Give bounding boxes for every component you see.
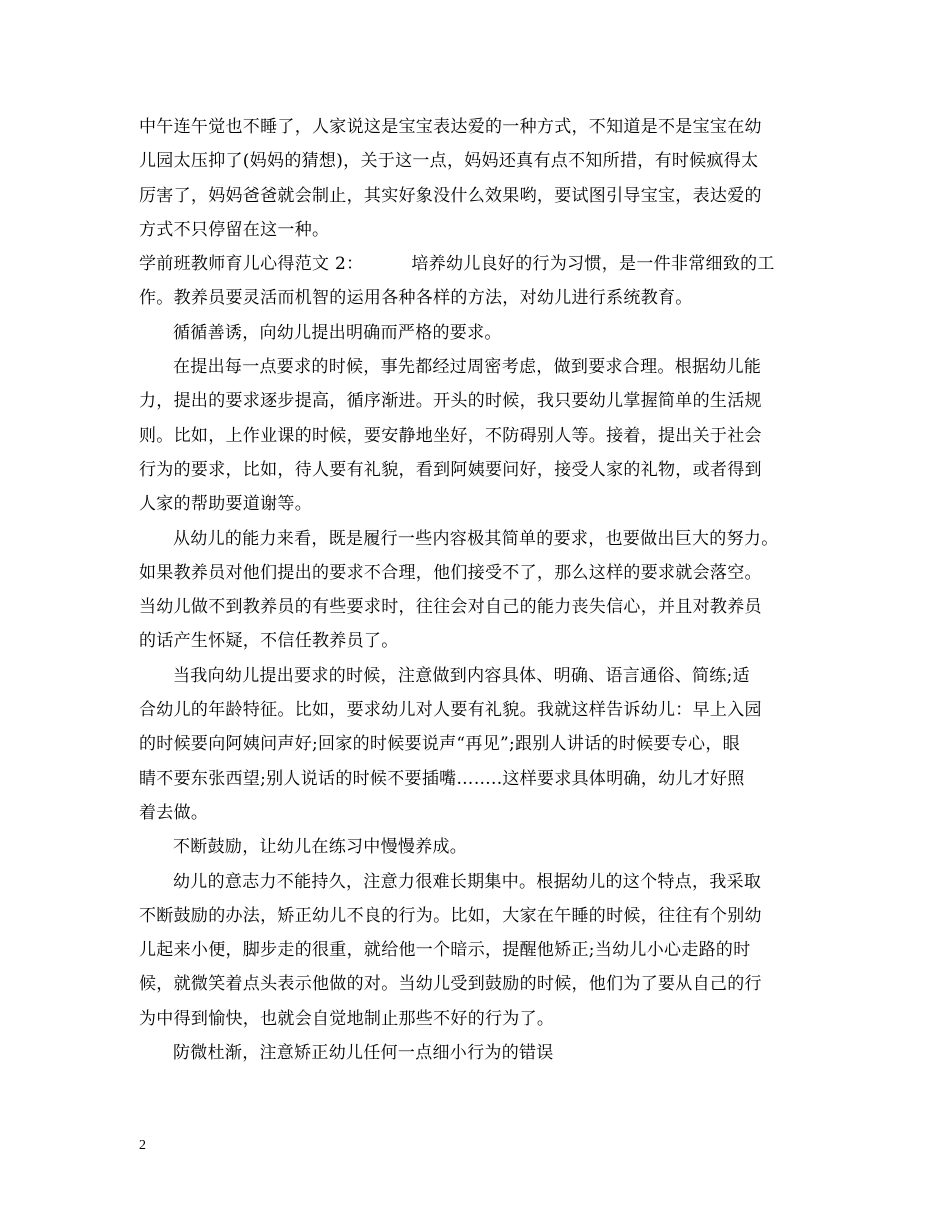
text-line: 的话产生怀疑，不信任教养员了。 xyxy=(139,631,399,652)
text-line: 如果教养员对他们提出的要求不合理，他们接受不了，那么这样的要求就会落空。 xyxy=(139,562,762,583)
section-heading: 学前班教师育儿心得范文 2： xyxy=(139,254,364,275)
text-line: 人家的帮助要道谢等。 xyxy=(139,494,312,515)
text-line: 在提出每一点要求的时候，事先都经过周密考虑，做到要求合理。根据幼儿能 xyxy=(173,357,762,378)
text-line: 中午连午觉也不睡了，人家说这是宝宝表达爱的一种方式，不知道是不是宝宝在幼 xyxy=(139,117,762,137)
paragraph-heading: 循循善诱，向幼儿提出明确而严格的要求。 xyxy=(173,322,502,343)
paragraph-heading: 不断鼓励，让幼儿在练习中慢慢养成。 xyxy=(173,837,468,858)
text-line: 作。教养员要灵活而机智的运用各种各样的方法，对幼儿进行系统教育。 xyxy=(139,288,693,309)
text-line: 着去做。 xyxy=(139,802,209,823)
page-number: 2 xyxy=(139,1138,146,1153)
text-line: 厉害了，妈妈爸爸就会制止，其实好象没什么效果哟，要试图引导宝宝，表达爱的 xyxy=(139,185,762,206)
text-line: 为中得到愉快，也就会自觉地制止那些不好的行为了。 xyxy=(139,1008,555,1029)
text-line: 行为的要求，比如，待人要有礼貌，看到阿姨要问好，接受人家的礼物，或者得到 xyxy=(139,459,762,480)
text-line: 候，就微笑着点头表示他做的对。当幼儿受到鼓励的时候，他们为了要从自己的行 xyxy=(139,974,762,995)
text-line: 当幼儿做不到教养员的有些要求时，往往会对自己的能力丧失信心，并且对教养员 xyxy=(139,597,762,618)
text-line: 从幼儿的能力来看，既是履行一些内容极其简单的要求，也要做出巨大的努力。 xyxy=(173,528,779,549)
text-line: 幼儿的意志力不能持久，注意力很难长期集中。根据幼儿的这个特点，我采取 xyxy=(173,871,762,892)
text-line: 则。比如，上作业课的时候，要安静地坐好，不防碍别人等。接着，提出关于社会 xyxy=(139,425,762,446)
text-line: 不断鼓励的办法，矫正幼儿不良的行为。比如，大家在午睡的时候，往往有个别幼 xyxy=(139,905,762,926)
text-line: 的时候要向阿姨问声好;回家的时候要说声“再见”;跟别人讲话的时候要专心，眼 xyxy=(139,734,740,755)
text-line: 力，提出的要求逐步提高，循序渐进。开头的时候，我只要幼儿掌握简单的生活规 xyxy=(139,391,762,412)
paragraph-heading: 防微杜渐，注意矫正幼儿任何一点细小行为的错误 xyxy=(173,1043,554,1064)
text-line: 合幼儿的年龄特征。比如，要求幼儿对人要有礼貌。我就这样告诉幼儿：早上入园 xyxy=(139,700,762,721)
body-text xyxy=(139,110,819,1070)
text-line: 当我向幼儿提出要求的时候，注意做到内容具体、明确、语言通俗、简练;适 xyxy=(173,665,750,686)
heading-continuation: 培养幼儿良好的行为习惯，是一件非常细致的工 xyxy=(411,254,775,275)
text-line: 方式不只停留在这一种。 xyxy=(139,219,330,240)
text-line: 儿起来小便，脚步走的很重，就给他一个暗示，提醒他矫正;当幼儿小心走路的时 xyxy=(139,940,751,961)
text-line: 儿园太压抑了(妈妈的猜想)，关于这一点，妈妈还真有点不知所措，有时候疯得太 xyxy=(139,151,759,172)
section-heading-line xyxy=(139,247,819,281)
text-line: 睛不要东张西望;别人说话的时候不要插嘴……..这样要求具体明确，幼儿才好照 xyxy=(139,768,745,789)
